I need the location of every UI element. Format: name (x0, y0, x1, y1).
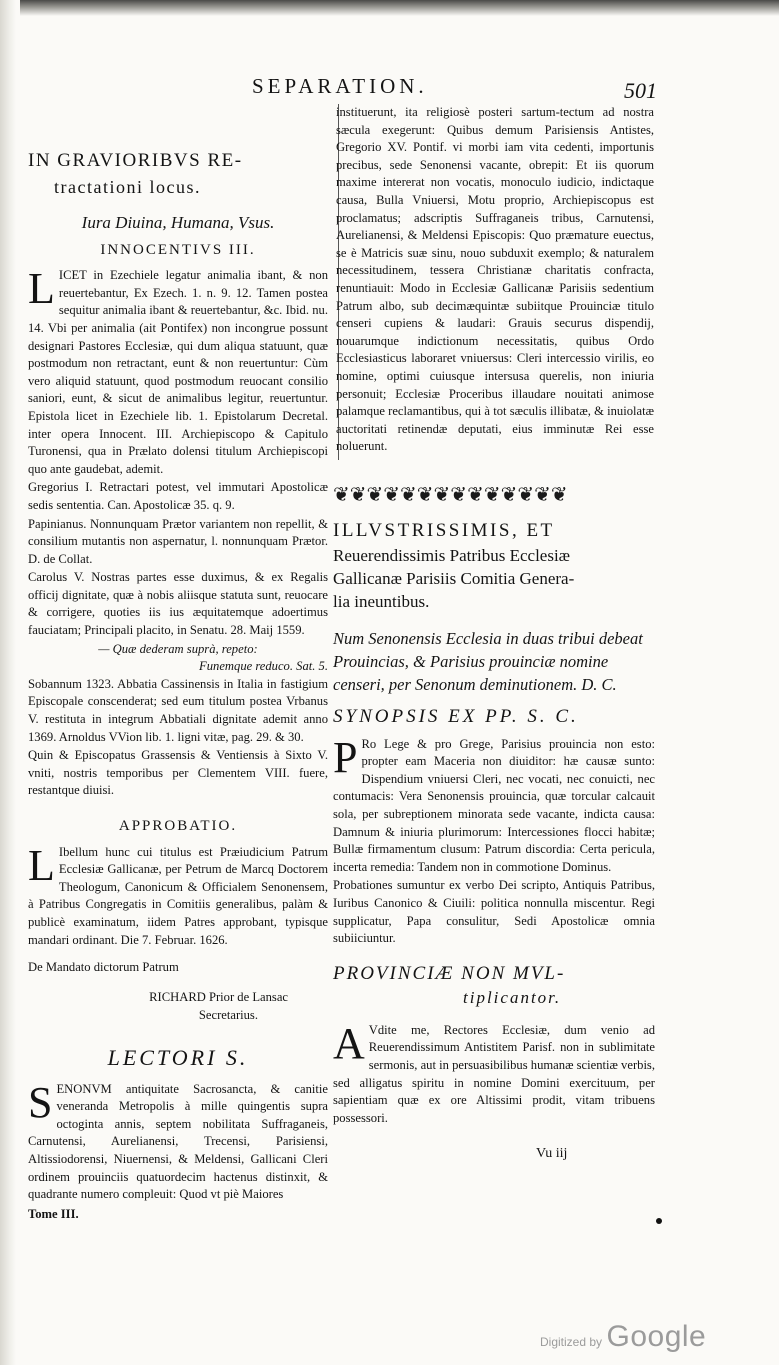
lectori-heading: LECTORI S. (107, 1044, 249, 1070)
watermark-logo: Google (606, 1320, 707, 1353)
provinciae-heading-line2: tiplicantor. (463, 987, 562, 1007)
paragraph-papinianus: Papinianus. Nonnunquam Prætor variantem non repellit, & consilium mutantis non aspernatur, l. nonnunquam Prætor. D. de Collat. (28, 516, 328, 566)
digitization-watermark (540, 1320, 706, 1354)
question-heading: Num Senonensis Ecclesia in duas tribui debeat Prouincias, & Parisius prouinciæ nomine censeri, per Senonum deminutionem. D. C. (333, 629, 643, 694)
paragraph-grassensis: Quin & Episcopatus Grassensis & Ventiensis à Sixto V. vniti, nostris temporibus per Clementem VIII. fuere, restantque diuisi. (28, 748, 328, 798)
paragraph-gregorius: Gregorius I. Retractari potest, vel immutari Apostolicæ sedis sententia. Can. Apostolicæ 35. q. 9. (28, 480, 328, 512)
continued-text: instituerunt, ita religiosè posteri sartum-tectum ad nostra sæcula exegerunt: Quibus demum Parisiensis Antistes, Gregorio XV. Pontif. vi morbi iam vita cedenti, importunis precibus, sede Senonensi vacante, obrepit: Et iis quorum maxime intererat non vocatis, monoculo iudicio, indictaque causa, Bulla Vniuersi, Motu proprio, Archiepiscopus est proclamatus; adscriptis Suffraganeis tribus, Carnutensi, Aurelianensi, & Meldensi Episcopis: Quo præmature euectus, se è Matricis suæ sinu, nouo subduxit exemplo; & naturalem necessitudinem, tessera Christianæ charitatis confracta, renuntiauit: Modo in Ecclesiæ Gallicanæ Parisiis sedentium Patrum albo, sub decimæquintæ subiitque Prouinciæ titulo censeri cupiens & laudari: Grauis securus dispendij, nouarumque indictionum necessitatis, quibus Ordo Ecclesiasticus laboraret vniuersus: Cleri intercessio virilis, eo nomine, optimi cuiusque intersusa querelis, non iniuria personuit; Ecclesiæ Proceribus illaudare nouitati animose palamque reclamantibus, qui à tot sæculis illibatæ, & inuiolatæ auctoritati retinendæ deputati, eius imminutæ Rei esse noluerunt. (336, 105, 654, 454)
innocentius-title: INNOCENTIVS III. (100, 241, 256, 258)
signatory-title: Secretarius. (198, 1008, 258, 1023)
watermark-small: Digitized by (540, 1335, 603, 1349)
signature-mark: Vu iij (536, 1146, 568, 1161)
pro-lege-text: PRo Lege & pro Grege, Parisius prouincia non esto: propter eam Maceria non diuiditor: hæ causæ sunto: Dispendium vniuersi Cleri, nec vocati, nec conuicti, nec contumacis: Vera Senonensis prouincia, quæ torcular calcauit sola, per subreptionem minorata sede vacante, indicta causa: Damnum & iniuria plurimorum: Intercessiones flocci habitæ; Bullæ firmamentum clusum: Patrum discordia: Certa pericula, incerta remedia: Tandem non in commotione Dominus. (333, 732, 655, 874)
provinciae-heading (333, 962, 655, 1010)
subheading: Iura Diuina, Humana, Vsus. (81, 213, 275, 232)
tome-label: Tome III. (28, 1206, 79, 1221)
verse-line-1: — Quæ dederam suprà, repeto: (98, 641, 258, 656)
provinciae-heading-line1: PROVINCIÆ NON MVL- (333, 962, 566, 984)
dedication-line3: Gallicanæ Parisiis Comitia Genera- (333, 569, 575, 588)
signatory-name: RICHARD Prior de Lansac (149, 989, 288, 1004)
lectori-text: SENONVM antiquitate Sacrosancta, & canitie veneranda Metropolis à mille quingentis supra octoginta annis, septem nobilitata Suffraganeis, Carnutensi, Aurelianensi, Trecensi, Parisiensi, Altissiodorensi, Niuernensi, & Meldensi, Gallicani Cleri ordinem prouinciis quatuordecim hactenus distinxit, & quadrante numero compleuit: Quod vt piè Maiores (28, 1077, 328, 1202)
dedication-line4: lia ineuntibus. (333, 592, 430, 611)
fleuron-ornament-band: ❦❦❦❦❦❦❦❦❦❦❦❦❦❦ (333, 484, 568, 506)
mandato-line: De Mandato dictorum Patrum (28, 960, 179, 975)
right-column-lower (333, 468, 655, 1128)
paragraph-innocentius: LICET in Ezechiele legatur animalia ibant, & non reuertebantur, Ex Ezech. 1. n. 9. 12. Tamen postea sequitur animalia ibant & reuertebantur, &c. Ibid. nu. 14. Vbi per animalia (ait Pontifex) non incongrue possunt designari Pastores Ecclesiæ, qui dum aliqua statuunt, quæ postmodum non retractant, eunt & non reuertuntur: Cùm vero aliquid statuunt, quod postmodum reuocant consilio saniori, eunt, & sicut de animalibus legitur, reuertuntur. Epistola licet in Ezechiele lib. 1. Epistolarum Decretal. inter opera Innocent. III. Archiepiscopo & Capitulo Turonensi, qua in Prælato dolensi titulum Archiepiscopi quo ante gaudebat, ademit. (28, 264, 328, 476)
page-top-edge (20, 0, 779, 16)
verse-line-2: Funemque reduco. Sat. 5. (199, 659, 328, 674)
section-heading-line2: tractationi locus. (54, 177, 201, 197)
section-heading (28, 148, 328, 200)
section-heading-line1: IN GRAVIORIBVS RE- (28, 150, 243, 171)
approbatio-text: LIbellum hunc cui titulus est Præiudicium Patrum Ecclesiæ Gallicanæ, per Petrum de Marcq Doctorem Theologum, Canonicum & Officialem Senonensem, à Patribus Congregatis in Comitiis generalibus, palàm & publicè examinatum, iidem Patres approbant, typisque mandari ordinant. Die 7. Februar. 1626. (28, 840, 328, 947)
dedication-line2: Reuerendissimis Patribus Ecclesiæ (333, 546, 571, 565)
running-head: SEPARATION. (252, 74, 428, 98)
synopsis-heading: SYNOPSIS EX PP. S. C. (333, 706, 579, 727)
right-column-top (336, 104, 654, 457)
paragraph-carolus: Carolus V. Nostras partes esse duximus, & ex Regalis officij dignitate, quæ à nobis aliisque statuta sunt, reuocare & corrigere, quoties iis ius æquitatemque adoertimus fauciatam; Principali placito, in Senatu. 28. Maij 1559. (28, 570, 328, 638)
ink-dot (656, 1218, 662, 1224)
approbatio-title: APPROBATIO. (118, 818, 238, 834)
audite-text: AVdite me, Rectores Ecclesiæ, dum venio ad Reuerendissimum Antistitem Parisf. non in sublimitate sermonis, aut in persuasibilibus humanæ scientiæ verbis, sed alligatus spiritu in nomine Domini exercituum, per sapientiam quæ ex ore Altissimi prodit, vitam tribuens possessori. (333, 1018, 655, 1125)
dedication-line1: ILLVSTRISSIMIS, ET (333, 520, 555, 541)
paragraph-sobannum: Sobannum 1323. Abbatia Cassinensis in Italia in fastigium Episcopale conscenderat; sed eum titulum postea Vrbanus V. restituta in integrum Abbatiali dignitate ademit anno 1369. Arnoldus VVion lib. 1. ligni vitæ, pag. 29. & 30. (28, 676, 328, 744)
page-gutter (0, 0, 16, 1365)
page-number: 501 (624, 78, 657, 103)
probationes-text: Probationes sumuntur ex verbo Dei scripto, Antiquis Patribus, Iuribus Canonico & Ciuili: politica nonnulla miscentur. Regi supplicatur, Papa consulitur, Sedi Apostolicæ omnia subiiciuntur. (333, 878, 655, 946)
left-column (28, 148, 328, 1224)
